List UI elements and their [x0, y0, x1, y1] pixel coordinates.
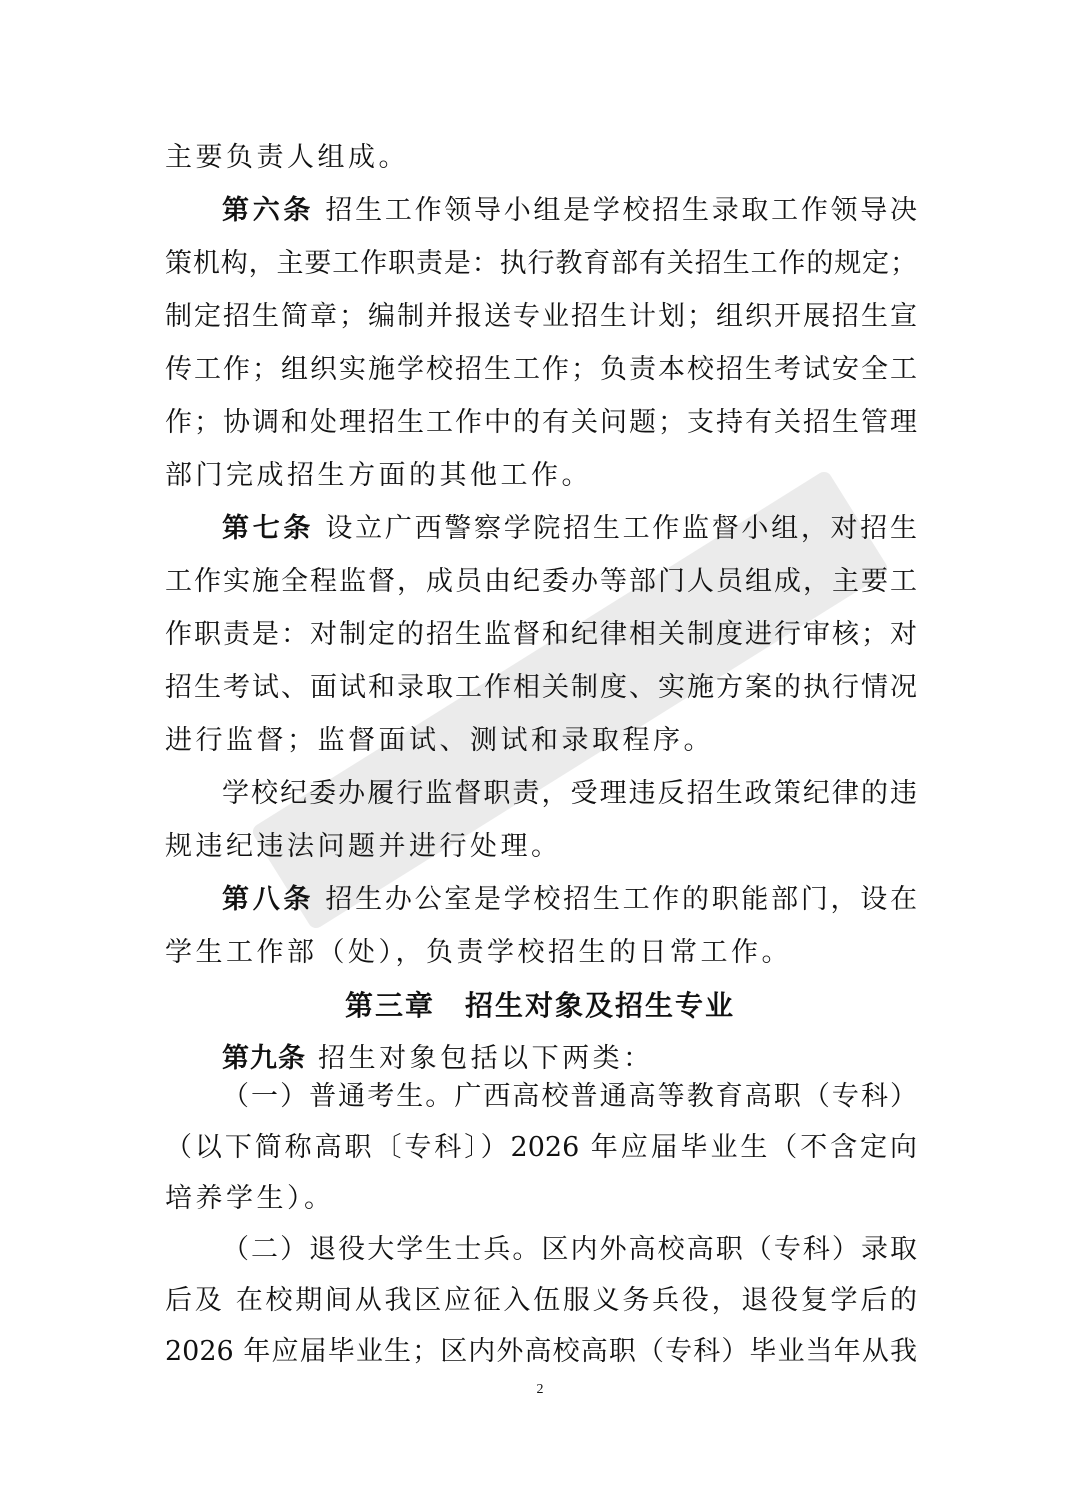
paragraph-line: 进行监督；监督面试、测试和录取程序。 [165, 725, 714, 756]
page-number: 2 [536, 1382, 544, 1397]
paragraph-line: 规违纪违法问题并进行处理。 [165, 831, 562, 862]
paragraph-line: 学校纪委办履行监督职责，受理违反招生政策纪律的违 [222, 778, 917, 809]
paragraph-line: （二）退役大学生士兵。区内外高校高职（专科）录取 [222, 1234, 917, 1265]
paragraph-line: 作；协调和处理招生工作中的有关问题；支持有关招生管理 [165, 407, 917, 438]
paragraph-line: 招生考试、面试和录取工作相关制度、实施方案的执行情况 [165, 672, 917, 703]
paragraph-line: 作职责是：对制定的招生监督和纪律相关制度进行审核；对 [165, 619, 917, 650]
article-6-line: 第六条 招生工作领导小组是学校招生录取工作领导决 [222, 195, 917, 226]
paragraph-line: 部门完成招生方面的其他工作。 [165, 460, 592, 491]
article-number: 第六条 [222, 195, 315, 226]
paragraph-line: 学生工作部（处），负责学校招生的日常工作。 [165, 937, 792, 968]
article-number: 第九条 [222, 1043, 306, 1074]
paragraph-line: 传工作；组织实施学校招生工作；负责本校招生考试安全工 [165, 354, 917, 385]
article-number: 第八条 [222, 884, 315, 915]
paragraph-line: 后及 在校期间从我区应征入伍服义务兵役，退役复学后的 [165, 1285, 917, 1316]
article-8-line: 第八条 招生办公室是学校招生工作的职能部门，设在 [222, 884, 917, 915]
paragraph-line: 2026 年应届毕业生；区内外高校高职（专科）毕业当年从我 [165, 1336, 917, 1367]
paragraph-line: 培养学生）。 [165, 1183, 335, 1214]
paragraph-line: （一）普通考生。广西高校普通高等教育高职（专科） [222, 1081, 917, 1112]
paragraph-line: （以下简称高职〔专科〕）2026 年应届毕业生（不含定向 [165, 1132, 917, 1163]
paragraph-line: 主要负责人组成。 [165, 142, 409, 173]
chapter-heading: 第三章 招生对象及招生专业 [344, 989, 735, 1022]
article-number: 第七条 [222, 513, 315, 544]
paragraph-line: 制定招生简章；编制并报送专业招生计划；组织开展招生宣 [165, 301, 917, 332]
article-7-line: 第七条 设立广西警察学院招生工作监督小组，对招生 [222, 513, 917, 544]
paragraph-line: 工作实施全程监督，成员由纪委办等部门人员组成，主要工 [165, 566, 917, 597]
article-9-line: 第九条 招生对象包括以下两类： [222, 1043, 654, 1074]
paragraph-line: 策机构，主要工作职责是：执行教育部有关招生工作的规定； [165, 248, 917, 279]
